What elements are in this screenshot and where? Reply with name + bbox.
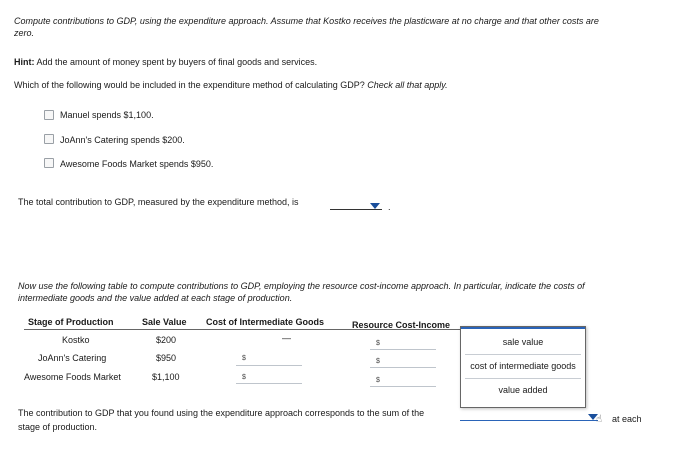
prompt-instructions: Check all that apply. (367, 80, 448, 90)
dollar-sign: $ (242, 374, 246, 381)
total-gdp-sentence: The total contribution to GDP, measured by the expenditure method, is (18, 197, 299, 207)
checkbox-manuel-label: Manuel spends $1,100. (60, 110, 154, 120)
question-prompt: Which of the following would be included in the expenditure method of calculating GDP? Check all that apply. (14, 80, 448, 90)
row-sale-joann: $950 (156, 353, 177, 363)
question-intro: Compute contributions to GDP, using the expenditure approach. Assume that Kostko receives the plasticware at no charge and that other costs are (14, 16, 599, 26)
total-gdp-period: . (388, 202, 391, 212)
hint-label: Hint: (14, 57, 35, 67)
checkbox-awesome-foods[interactable] (44, 158, 54, 168)
popup-divider (465, 354, 581, 355)
dollar-sign: $ (376, 340, 380, 347)
checkbox-manuel[interactable] (44, 110, 54, 120)
header-stage: Stage of Production (28, 317, 114, 327)
row-sale-awesome: $1,100 (152, 372, 180, 382)
header-resource-cost-income: Resource Cost-Income (352, 320, 451, 330)
popup-accent-bar (461, 327, 585, 329)
checkbox-awesome-foods-label: Awesome Foods Market spends $950. (60, 159, 214, 169)
row-stage-joann: JoAnn's Catering (38, 353, 107, 363)
bottom-sentence-line1: The contribution to GDP that you found using the expenditure approach corresponds to the sum of the (18, 408, 425, 418)
row-sale-kostko: $200 (156, 335, 177, 345)
popup-option-cost-intermediate[interactable]: cost of intermediate goods (470, 361, 576, 371)
chevron-down-icon[interactable] (370, 203, 380, 209)
bottom-sentence-after: at each (612, 414, 642, 424)
contribution-dropdown[interactable] (460, 420, 598, 421)
dropdown-popup (460, 326, 586, 408)
table-intro-line2: intermediate goods and the value added at each stage of production. (18, 293, 293, 303)
dollar-sign: $ (376, 358, 380, 365)
total-gdp-dropdown[interactable] (330, 209, 382, 210)
dollar-sign: $ (376, 377, 380, 384)
popup-divider (465, 378, 581, 379)
hint-text: Hint: Add the amount of money spent by buyers of final goods and services. (14, 57, 318, 67)
row-cost-kostko: — (282, 333, 291, 343)
bottom-sentence-line2: stage of production. (18, 422, 98, 432)
question-intro-cont: zero. (14, 28, 35, 38)
header-divider (24, 329, 460, 330)
dollar-sign: $ (242, 355, 246, 362)
row-stage-kostko: Kostko (62, 335, 90, 345)
header-cost-intermediate: Cost of Intermediate Goods (206, 317, 325, 327)
table-intro-line1: Now use the following table to compute contributions to GDP, employing the resource cost-income approach. In particular, indicate the costs of (18, 281, 585, 291)
popup-option-value-added[interactable]: value added (498, 385, 548, 395)
header-sale-value: Sale Value (142, 317, 187, 327)
popup-option-sale-value[interactable]: sale value (502, 337, 544, 347)
checkbox-joann[interactable] (44, 134, 54, 144)
hand-pointer-icon: ☝ (596, 414, 603, 425)
row-stage-awesome: Awesome Foods Market (24, 372, 121, 382)
checkbox-joann-label: JoAnn's Catering spends $200. (60, 135, 185, 145)
